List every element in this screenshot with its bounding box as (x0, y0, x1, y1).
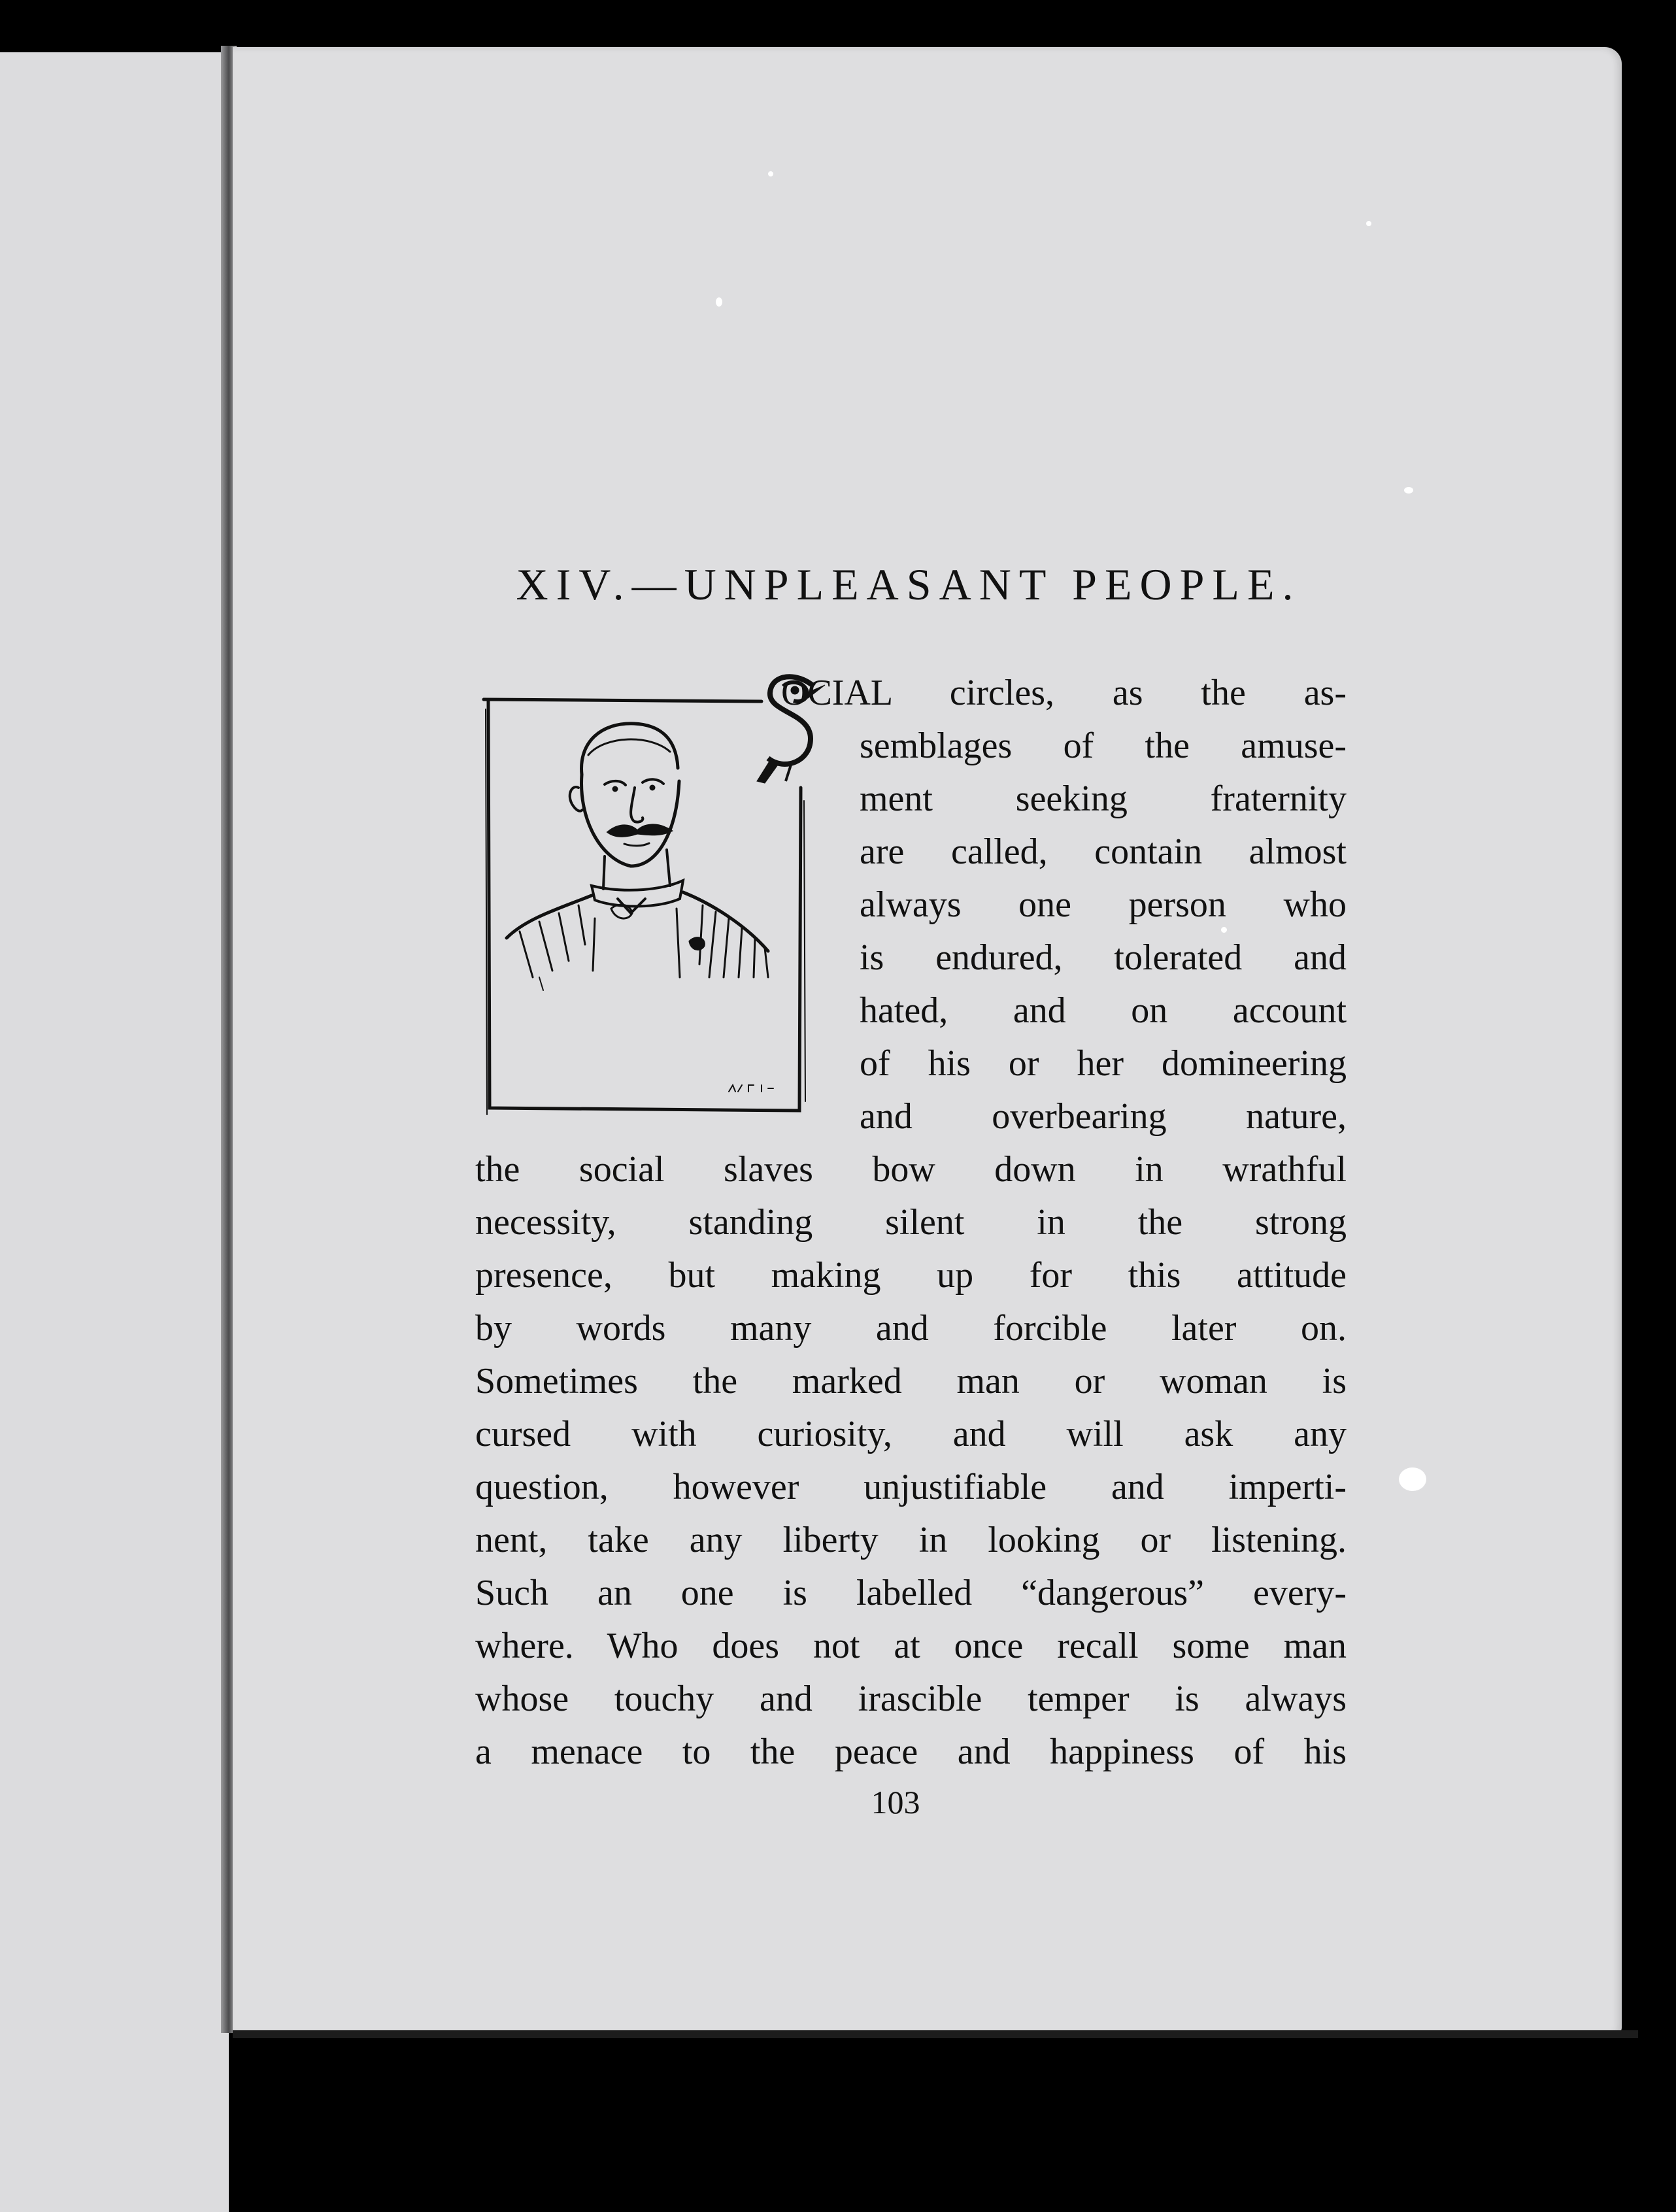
text-line: question, however unjustifiable and imperti- (475, 1467, 1347, 1507)
text-line: the social slaves bow down in wrathful (475, 1149, 1347, 1190)
text-line: and overbearing nature, (860, 1096, 1347, 1137)
text-line: whose touchy and irascible temper is always (475, 1679, 1347, 1719)
text-line: where. Who does not at once recall some man (475, 1626, 1347, 1666)
text-line: of his or her domineering (860, 1043, 1347, 1084)
scan-speck (1399, 1467, 1426, 1491)
text-line: Such an one is labelled “dangerous” every- (475, 1573, 1347, 1613)
scan-speck (1404, 487, 1413, 494)
scan-speck (716, 297, 722, 307)
chapter-title: XIV.—UNPLEASANT PEOPLE. (516, 560, 1301, 609)
text-line: ment seeking fraternity (860, 779, 1347, 819)
text-line: are called, contain almost (860, 831, 1347, 872)
text-line: cursed with curiosity, and will ask any (475, 1414, 1347, 1454)
text-line: OCIAL circles, as the as- (781, 673, 1347, 713)
text-line: necessity, standing silent in the strong (475, 1202, 1347, 1243)
text-line: is endured, tolerated and (860, 937, 1347, 978)
text-line: Sometimes the marked man or woman is (475, 1361, 1347, 1401)
text-line: nent, take any liberty in looking or listening. (475, 1520, 1347, 1560)
scan-speck (1221, 927, 1227, 933)
text-line: semblages of the amuse- (860, 726, 1347, 766)
text-line: hated, and on account (860, 990, 1347, 1031)
text-line: a menace to the peace and happiness of his (475, 1732, 1347, 1772)
scan-speck (768, 171, 773, 176)
scan-speck (1366, 221, 1371, 226)
page-number: 103 (871, 1784, 920, 1820)
text-line: always one person who (860, 884, 1347, 925)
text-line: by words many and forcible later on. (475, 1308, 1347, 1349)
text-line: presence, but making up for this attitude (475, 1255, 1347, 1296)
